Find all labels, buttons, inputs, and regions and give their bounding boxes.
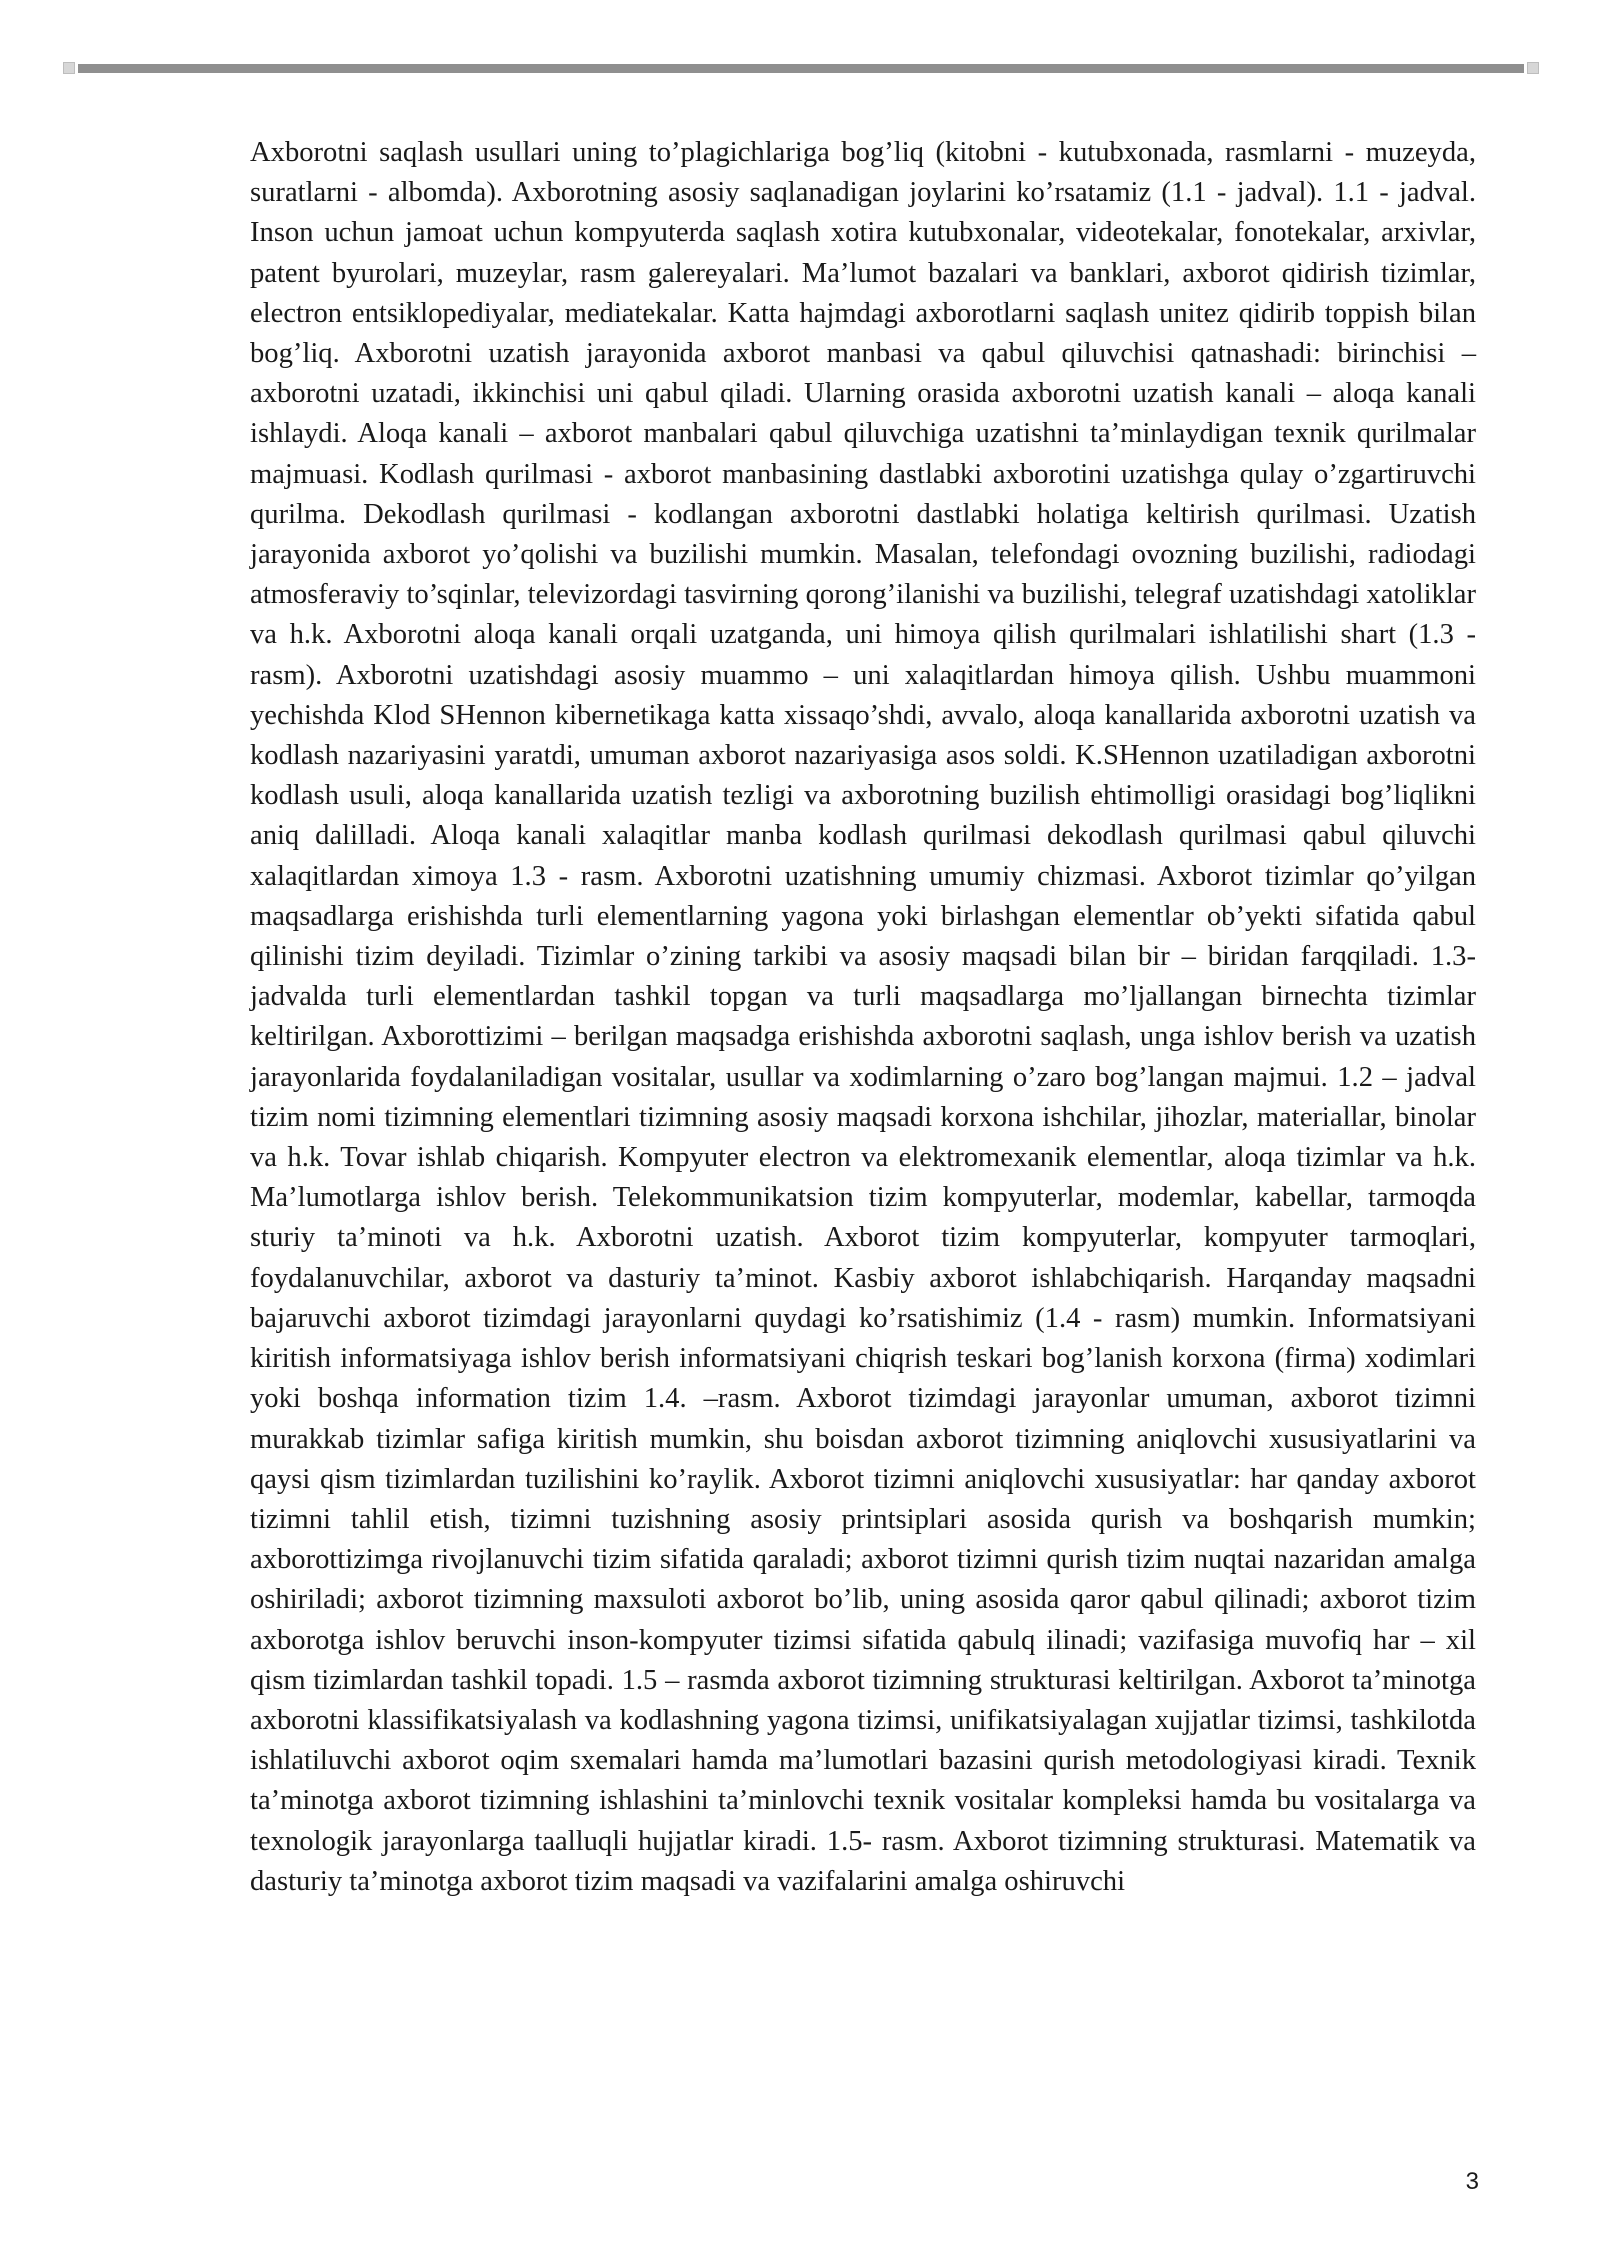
header-rule xyxy=(78,64,1524,73)
body-paragraph: Axborotni saqlash usullari uning to’plagichlariga bog’liq (kitobni - kutubxonada, rasmlarni - muzeyda, suratlarni - albomda). Axborotning asosiy saqlanadigan joylarini ko’rsatamiz (1.1 - jadval). 1.1 - jadval. Inson uchun jamoat uchun kompyuterda saqlash xotira kutubxonalar, videotekalar, fonotekalar, arxivlar, patent byurolari, muzeylar, rasm galereyalari. Ma’lumot bazalari va banklari, axborot qidirish tizimlar, electron entsiklopediyalar, mediatekalar. Katta hajmdagi axborotlarni saqlash unitez qidirib toppish bilan bog’liq. Axborotni uzatish jarayonida axborot manbasi va qabul qiluvchisi qatnashadi: birinchisi – axborotni uzatadi, ikkinchisi uni qabul qiladi. Ularning orasida axborotni uzatish kanali – aloqa kanali ishlaydi. Aloqa kanali – axborot manbalari qabul qiluvchiga uzatishni ta’minlaydigan texnik qurilmalar majmuasi. Kodlash qurilmasi - axborot manbasining dastlabki axborotini uzatishga qulay o’zgartiruvchi qurilma. Dekodlash qurilmasi - kodlangan axborotni dastlabki holatiga keltirish qurilmasi. Uzatish jarayonida axborot yo’qolishi va buzilishi mumkin. Masalan, telefondagi ovozning buzilishi, radiodagi atmosferaviy to’sqinlar, televizordagi tasvirning qorong’ilanishi va buzilishi, telegraf uzatishdagi xatoliklar va h.k. Axborotni aloqa kanali orqali uzatganda, uni himoya qilish qurilmalari ishlatilishi shart (1.3 - rasm). Axborotni uzatishdagi asosiy muammo – uni xalaqitlardan himoya qilish. Ushbu muammoni yechishda Klod SHennon kibernetikaga katta xissaqo’shdi, avvalo, aloqa kanallarida axborotni uzatish va kodlash nazariyasini yaratdi, umuman axborot nazariyasiga asos soldi. K.SHennon uzatiladigan axborotni kodlash usuli, aloqa kanallarida uzatish tezligi va axborotning buzilish ehtimolligi orasidagi bog’liqlikni aniq dalilladi. Aloqa kanali xalaqitlar manba kodlash qurilmasi dekodlash qurilmasi qabul qiluvchi xalaqitlardan ximoya 1.3 - rasm. Axborotni uzatishning umumiy chizmasi. Axborot tizimlar qo’yilgan maqsadlarga erishishda turli elementlarning yagona yoki birlashgan elementlar ob’yekti sifatida qabul qilinishi tizim deyiladi. Tizimlar o’zining tarkibi va asosiy maqsadi bilan bir – biridan farqqiladi. 1.3-jadvalda turli elementlardan tashkil topgan va turli maqsadlarga mo’ljallangan birnechta tizimlar keltirilgan. Axborottizimi – berilgan maqsadga erishishda axborotni saqlash, unga ishlov berish va uzatish jarayonlarida foydalaniladigan vositalar, usullar va xodimlarning o’zaro bog’langan majmui. 1.2 – jadval tizim nomi tizimning elementlari tizimning asosiy maqsadi korxona ishchilar, jihozlar, materiallar, binolar va h.k. Tovar ishlab chiqarish. Kompyuter electron va elektromexanik elementlar, aloqa tizimlar va h.k. Ma’lumotlarga ishlov berish. Telekommunikatsion tizim kompyuterlar, modemlar, kabellar, tarmoqda sturiy ta’minoti va h.k. Axborotni uzatish. Axborot tizim kompyuterlar, kompyuter tarmoqlari, foydalanuvchilar, axborot va dasturiy ta’minot. Kasbiy axborot ishlabchiqarish. Harqanday maqsadni bajaruvchi axborot tizimdagi jarayonlarni quydagi ko’rsatishimiz (1.4 - rasm) mumkin. Informatsiyani kiritish informatsiyaga ishlov berish informatsiyani chiqrish teskari bog’lanish korxona (firma) xodimlari yoki boshqa information tizim 1.4. –rasm. Axborot tizimdagi jarayonlar umuman, axborot tizimni murakkab tizimlar safiga kiritish mumkin, shu boisdan axborot tizimning aniqlovchi xususiyatlarini va qaysi qism tizimlardan tuzilishini ko’raylik. Axborot tizimni aniqlovchi xususiyatlar: har qanday axborot tizimni tahlil etish, tizimni tuzishning asosiy printsiplari asosida qurish va boshqarish mumkin; axborottizimga rivojlanuvchi tizim sifatida qaraladi; axborot tizimni qurish tizim nuqtai nazaridan amalga oshiriladi; axborot tizimning maxsuloti axborot bo’lib, uning asosida qaror qabul qilinadi; axborot tizim axborotga ishlov beruvchi inson-kompyuter tizimsi sifatida qabulq ilinadi; vazifasiga muvofiq har – xil qism tizimlardan tashkil topadi. 1.5 – rasmda axborot tizimning strukturasi keltirilgan. Axborot ta’minotga axborotni klassifikatsiyalash va kodlashning yagona tizimsi, unifikatsiyalagan xujjatlar tizimsi, tashkilotda ishlatiluvchi axborot oqim sxemalari hamda ma’lumotlari bazasini qurish metodologiyasi kiradi. Texnik ta’minotga axborot tizimning ishlashini ta’minlovchi texnik vositalar kompleksi hamda bu vositalarga va texnologik jarayonlarga taalluqli hujjatlar kiradi. 1.5- rasm. Axborot tizimning strukturasi. Matematik va dasturiy ta’minotga axborot tizim maqsadi va vazifalarini amalga oshiruvchi xyxy=(250,137,1476,1897)
page-corner-mark-right xyxy=(1527,62,1539,74)
page-corner-mark-left xyxy=(63,62,75,74)
page-number: 3 xyxy=(1465,2168,1479,2195)
